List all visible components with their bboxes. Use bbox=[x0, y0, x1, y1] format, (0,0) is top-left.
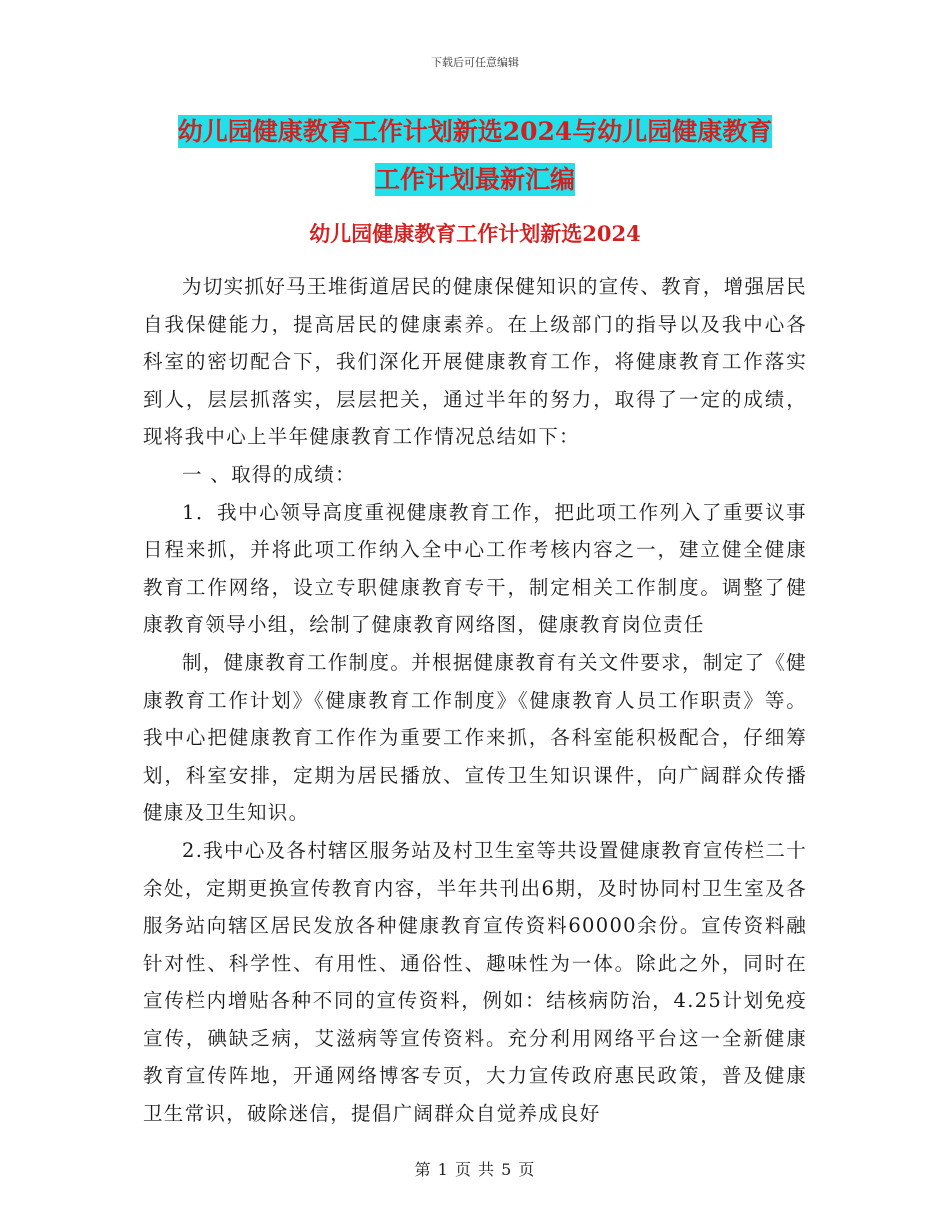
document-title-line-1: 幼儿园健康教育工作计划新选2024与幼儿园健康教育 bbox=[177, 117, 773, 146]
document-title-line-2: 工作计划最新汇编 bbox=[374, 165, 575, 194]
paragraph: 一 、取得的成绩： bbox=[182, 462, 356, 486]
header-note: 下载后可任意编辑 bbox=[431, 56, 519, 69]
page-number: 第 1 页 共 5 页 bbox=[414, 1160, 536, 1179]
paragraph: 为切实抓好马王堆街道居民的健康保健知识的宣传、教育，增强居民自我保健能力，提高居民的健康素养。在上级部门的指导以及我中心各科室的密切配合下，我们深化开展健康教育工作，将健康教育工作落实到人，层层抓落实，层层把关，通过半年的努力，取得了一定的成绩，现将我中心上半年健康教育工作情况总结如下： bbox=[143, 275, 807, 449]
document-title bbox=[0, 108, 950, 204]
paragraph: 1．我中心领导高度重视健康教育工作，把此项工作列入了重要议事日程来抓，并将此项工作纳入全中心工作考核内容之一，建立健全健康教育工作网络，设立专职健康教育专干，制定相关工作制度。调整了健康教育领导小组，绘制了健康教育网络图，健康教育岗位责任 bbox=[143, 500, 807, 637]
body-text bbox=[143, 268, 807, 1133]
paragraph: 制，健康教育工作制度。并根据健康教育有关文件要求，制定了《健康教育工作计划》《健康教育工作制度》《健康教育人员工作职责》等。我中心把健康教育工作作为重要工作来抓，各科室能积极配合，仔细筹划，科室安排，定期为居民播放、宣传卫生知识课件，向广阔群众传播健康及卫生知识。 bbox=[143, 650, 807, 825]
section-title: 幼儿园健康教育工作计划新选2024 bbox=[309, 221, 641, 246]
paragraph: 2.我中心及各村辖区服务站及村卫生室等共设置健康教育宣传栏二十余处，定期更换宣传教育内容，半年共刊出6期，及时协同村卫生室及各服务站向辖区居民发放各种健康教育宣传资料60000余份。宣传资料融针对性、科学性、有用性、通俗性、趣味性为一体。除此之外，同时在宣传栏内增贴各种不同的宣传资料，例如：结核病防治，4.25计划免疫宣传，碘缺乏病，艾滋病等宣传资料。充分利用网络平台这一全新健康教育宣传阵地，开通网络博客专页，大力宣传政府惠民政策，普及健康卫生常识，破除迷信，提倡广阔群众自觉养成良好 bbox=[143, 838, 807, 1126]
